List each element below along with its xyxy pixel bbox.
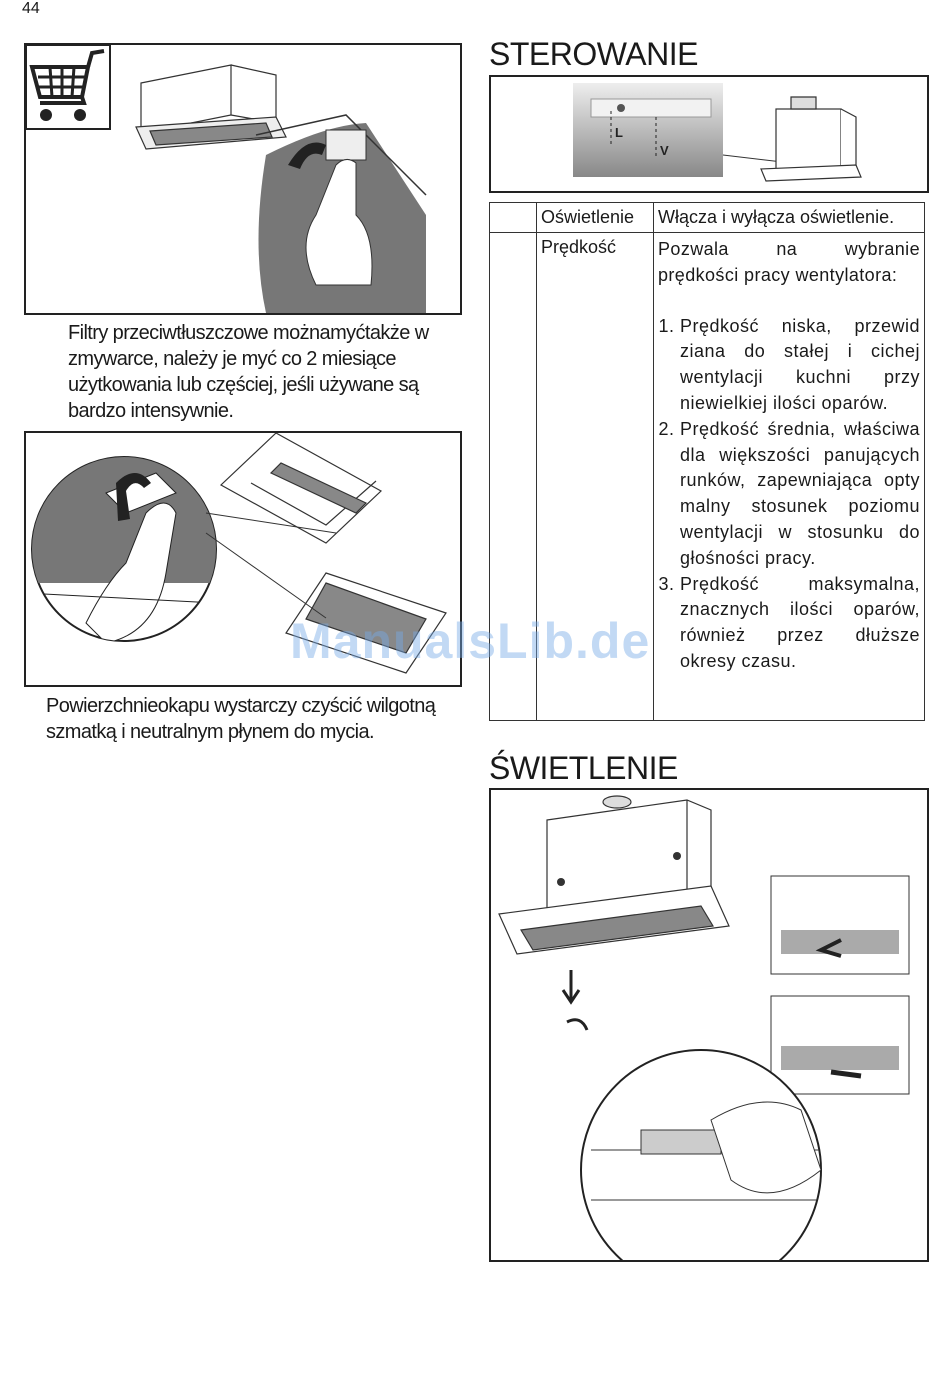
control-name-lighting: Oświetlenie (537, 203, 654, 233)
speed-max: 3. Prędkość maksymalna, znacznych ilości oparów, również przez dłuższe okresy czasu. (680, 572, 920, 675)
label-l: L (615, 125, 623, 140)
lighting-figure (489, 788, 929, 1262)
label-v: V (660, 143, 669, 158)
shopping-cart-icon (26, 45, 110, 129)
control-desc-speed (654, 233, 925, 721)
table-cell-empty (490, 203, 537, 233)
speed-low: 1. Prędkość niska, przewid ziana do stałej i cichej wentylacji kuchni przy niewielkiej ilości oparów. (680, 314, 920, 417)
watermark: ManualsLib.de (290, 613, 651, 669)
page-number: 44 (22, 0, 40, 17)
speed-list (658, 314, 920, 675)
filter-removal-figure (24, 43, 462, 315)
lighting-heading: ŚWIETLENIE (489, 750, 678, 786)
filter-removal-illustration (26, 45, 460, 313)
speed-intro: Pozwala na wybranie prędkości pracy wentylatora: (658, 239, 920, 285)
control-name-speed: Prędkość (537, 233, 654, 721)
controls-panel-illustration (491, 77, 927, 191)
controls-heading: STEROWANIE (489, 36, 698, 72)
surface-cleaning-caption: Powierzchnieokapu wystarczy czyścić wilgotną szmatką i neutralnym płynem do mycia. (46, 695, 436, 743)
control-desc-lighting: Włącza i wyłącza oświetlenie. (654, 203, 925, 233)
table-row (490, 203, 925, 233)
speed-medium: 2. Prędkość średnia, właściwa dla większości panujących runków, zapewniająca opty malny stosunek poziomu wentylacji w stosunku do głośności pracy. (680, 417, 920, 572)
controls-figure (489, 75, 929, 193)
bulb-replacement-illustration (491, 790, 927, 1260)
filter-cleaning-caption: Filtry przeciwtłuszczowe możnamyćtakże w zmywarce, należy je myć co 2 miesiące użytkowania lub częściej, jeśli używane są bardzo intensywnie. (68, 322, 429, 422)
